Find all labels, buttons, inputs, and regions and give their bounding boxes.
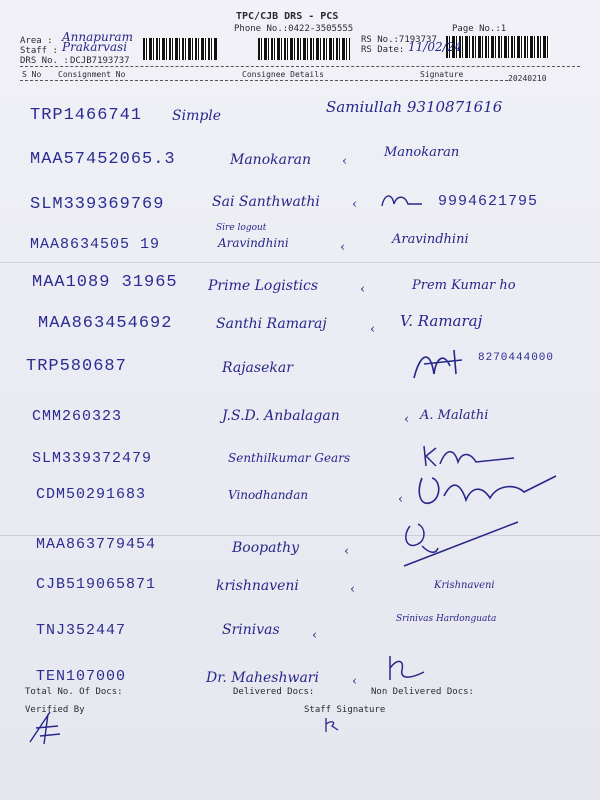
consignee-name: Dr. Maheshwari <box>206 670 319 686</box>
rs-date-label: RS Date: <box>361 45 405 55</box>
tick-mark: ‹ <box>352 674 358 689</box>
consignment-number: CDM50291683 <box>36 486 147 503</box>
signature-scribble <box>412 472 562 514</box>
consignment-number: MAA57452065.3 <box>30 150 176 169</box>
column-consignment: Consignment No <box>58 70 126 79</box>
consignment-number: MAA1089 31965 <box>32 273 178 292</box>
receiver-signature: Aravindhini <box>392 232 469 247</box>
consignee-name: Santhi Ramaraj <box>216 316 327 332</box>
receiver-signature: A. Malathi <box>420 408 489 423</box>
consignment-number: MAA8634505 19 <box>30 236 161 253</box>
page-number: Page No.:1 <box>452 24 507 34</box>
consignee-name: Vinodhandan <box>228 488 309 502</box>
consignment-number: SLM339369769 <box>30 195 165 214</box>
staff-value: Prakarvasi <box>62 40 128 54</box>
verifier-signature-mark <box>24 708 66 748</box>
receiver-signature: V. Ramaraj <box>400 312 483 330</box>
verified-by-label: Verified By <box>25 705 85 715</box>
document-title: TPC/CJB DRS - PCS <box>236 11 339 22</box>
consignment-number: CMM260323 <box>32 408 123 425</box>
consignee-name: Srinivas <box>222 622 280 638</box>
column-sno: S No <box>22 70 42 79</box>
column-divider <box>20 80 508 81</box>
date-code: 20240210 <box>508 74 547 83</box>
consignment-number: CJB519065871 <box>36 576 157 593</box>
drs-label: DRS No. : <box>20 56 69 66</box>
signature-scribble <box>396 514 526 570</box>
tick-mark: ‹ <box>340 240 346 255</box>
consignee-name: Simple <box>172 108 222 124</box>
non-delivered-docs-label: Non Delivered Docs: <box>371 687 474 697</box>
rs-number: RS No.:7193737 <box>361 35 437 45</box>
barcode-center <box>258 38 350 60</box>
receiver-signature: 8270444000 <box>478 352 555 364</box>
consignment-number: MAA863779454 <box>36 536 157 553</box>
receiver-signature: Samiullah 9310871616 <box>326 98 503 116</box>
receiver-signature: Prem Kumar ho <box>412 278 516 293</box>
area-value: Annapuram <box>62 30 133 44</box>
tick-mark: ‹ <box>342 154 348 169</box>
consignment-number: SLM339372479 <box>32 450 153 467</box>
rs-date-value: 11/02/24 <box>408 40 462 54</box>
receiver-signature: 9994621795 <box>438 193 539 210</box>
barcode-left <box>143 38 217 60</box>
column-consignee: Consignee Details <box>242 70 324 79</box>
receiver-signature: Manokaran <box>384 145 460 160</box>
consignee-name: Boopathy <box>232 540 300 556</box>
column-signature: Signature <box>420 70 464 79</box>
tick-mark: ‹ <box>344 544 350 559</box>
signature-scribble <box>378 190 426 212</box>
receiver-signature: Krishnaveni <box>434 580 495 591</box>
signature-scribble <box>384 652 430 686</box>
phone-number: Phone No.:0422-3505555 <box>234 24 354 34</box>
signature-scribble <box>418 440 522 474</box>
delivered-docs-label: Delivered Docs: <box>233 687 315 697</box>
consignment-number: TNJ352447 <box>36 622 127 639</box>
consignee-name: J.S.D. Anbalagan <box>222 408 340 424</box>
total-docs-label: Total No. Of Docs: <box>25 687 123 697</box>
consignment-number: TEN107000 <box>36 668 127 685</box>
tick-mark: ‹ <box>312 628 318 643</box>
staff-signature-mark <box>320 716 344 736</box>
consignee-name: Prime Logistics <box>208 278 319 294</box>
tick-mark: ‹ <box>398 492 404 507</box>
consignee-name: Sai Santhwathi <box>212 194 320 210</box>
consignee-name: Senthilkumar Gears <box>228 451 351 465</box>
tick-mark: ‹ <box>352 197 358 212</box>
consignee-name: Manokaran <box>230 152 312 168</box>
area-label: Area : <box>20 36 53 46</box>
staff-label: Staff : <box>20 46 58 56</box>
consignee-name: krishnaveni <box>216 578 299 594</box>
tick-mark: ‹ <box>350 582 356 597</box>
receiver-signature: Srinivas Hardonguata <box>396 614 497 624</box>
paper-fold <box>0 262 600 263</box>
consignee-note: Sire logout <box>216 223 267 233</box>
consignment-number: TRP580687 <box>26 357 127 376</box>
consignment-number: MAA863454692 <box>38 314 173 333</box>
consignee-name: Aravindhini <box>218 236 289 250</box>
staff-signature-label: Staff Signature <box>304 705 386 715</box>
tick-mark: ‹ <box>370 322 376 337</box>
drs-value: DCJB7193737 <box>70 56 130 66</box>
tick-mark: ‹ <box>404 412 410 427</box>
header-divider <box>20 66 580 67</box>
signature-scribble <box>410 344 470 384</box>
tick-mark: ‹ <box>360 282 366 297</box>
consignee-name: Rajasekar <box>222 360 293 376</box>
consignment-number: TRP1466741 <box>30 106 143 125</box>
